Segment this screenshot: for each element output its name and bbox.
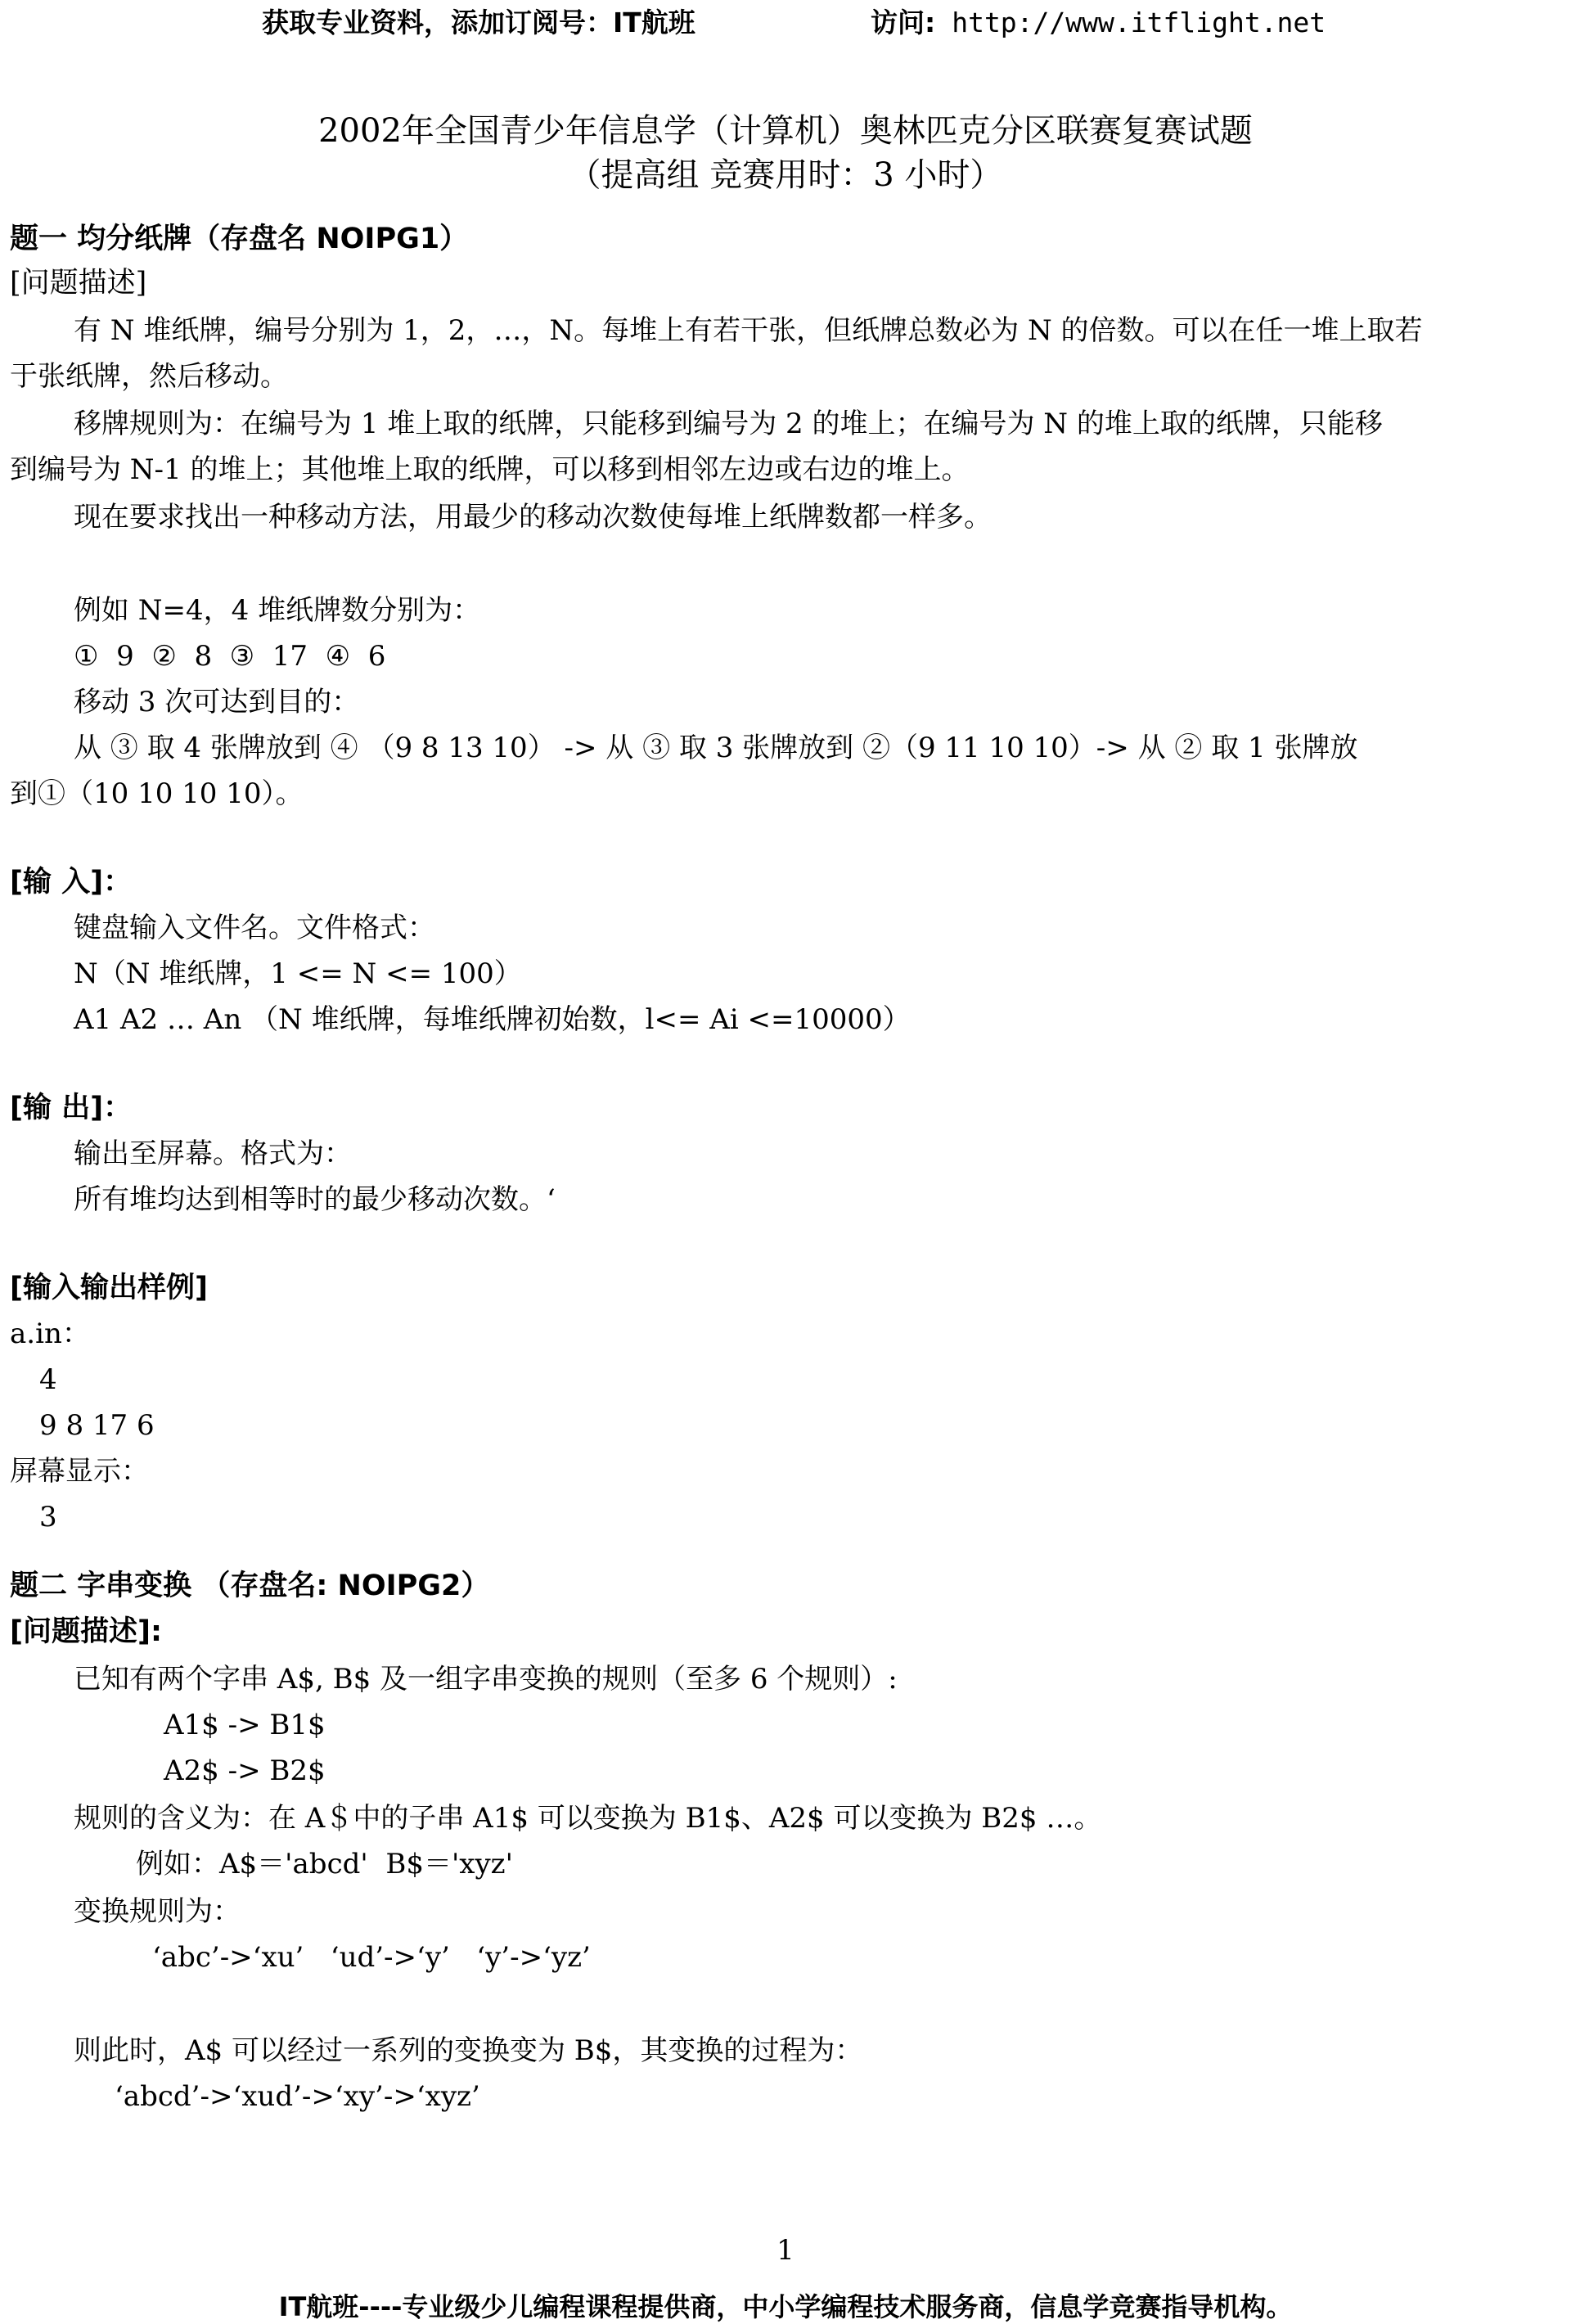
problem1-example-line: 例如 N=4，4 堆纸牌数分别为： xyxy=(74,594,481,627)
problem1-desc-line: 于张纸牌，然后移动。 xyxy=(10,360,288,393)
problem1-example-line: 到①（10 10 10 10）。 xyxy=(10,777,304,810)
problem2-desc-line: 已知有两个字串 A$, B$ 及一组字串变换的规则（至多 6 个规则）: xyxy=(74,1663,898,1696)
problem1-input-heading: [输 入]： xyxy=(10,866,133,899)
document-subtitle: （提高组 竞赛用时：3 小时） xyxy=(568,156,1003,194)
problem1-desc-heading: [问题描述] xyxy=(10,267,147,300)
problem1-example-line: 从 ③ 取 4 张牌放到 ④ （9 8 13 10） -> 从 ③ 取 3 张牌放到 ②（9 11 10 10）-> 从 ② 取 1 张牌放 xyxy=(74,732,1358,764)
header-left-text: 获取专业资料，添加订阅号：IT航班 xyxy=(262,7,695,38)
problem1-sample-line: 4 xyxy=(39,1363,57,1396)
page-footer: IT航班----专业级少儿编程课程提供商，中小学编程技术服务商，信息学竞赛指导机构。 xyxy=(278,2291,1293,2322)
problem2-desc-line: 例如：A$＝'abcd' B$＝'xyz' xyxy=(136,1848,513,1880)
problem1-example-line: ① 9 ② 8 ③ 17 ④ 6 xyxy=(74,640,386,673)
problem1-sample-line: 9 8 17 6 xyxy=(39,1409,155,1442)
header-visit-label: 访问: xyxy=(871,7,936,38)
problem1-sample-line: 3 xyxy=(39,1501,57,1534)
problem1-desc-line: 现在要求找出一种移动方法，用最少的移动次数使每堆上纸牌数都一样多。 xyxy=(74,501,992,534)
problem1-desc-line: 到编号为 N-1 的堆上；其他堆上取的纸牌，可以移到相邻左边或右边的堆上。 xyxy=(10,453,970,486)
problem2-heading: 题二 字串变换 （存盘名: NOIPG2） xyxy=(10,1570,490,1602)
problem1-output-line: 所有堆均达到相等时的最少移动次数。‘ xyxy=(74,1183,556,1216)
problem1-example-line: 移动 3 次可达到目的： xyxy=(74,686,360,718)
problem1-output-line: 输出至屏幕。格式为： xyxy=(74,1137,352,1170)
page-header xyxy=(0,0,1571,36)
problem1-output-heading: [输 出]： xyxy=(10,1092,133,1124)
problem2-desc-line: 规则的含义为：在 A＄中的子串 A1$ 可以变换为 B1$、A2$ 可以变换为 B2$ …。 xyxy=(74,1802,1102,1835)
page-number: 1 xyxy=(776,2234,795,2267)
document-title: 2002年全国青少年信息学（计算机）奥林匹克分区联赛复赛试题 xyxy=(318,112,1253,150)
problem2-rule: A1$ -> B1$ xyxy=(164,1709,326,1741)
problem1-input-line: N（N 堆纸牌，1 <= N <= 100） xyxy=(74,957,522,990)
problem1-heading: 题一 均分纸牌（存盘名 NOIPG1） xyxy=(10,223,469,255)
problem2-desc-line: 变换规则为： xyxy=(74,1895,241,1928)
header-url[interactable]: http://www.itflight.net xyxy=(952,7,1326,38)
problem2-rule: A2$ -> B2$ xyxy=(164,1754,326,1787)
problem1-sample-line: 屏幕显示： xyxy=(10,1455,149,1488)
header-right xyxy=(871,2,1326,40)
problem2-desc-line: ‘abcd’->‘xud’->‘xy’->‘xyz’ xyxy=(115,2080,480,2113)
problem1-input-line: 键盘输入文件名。文件格式： xyxy=(74,912,435,944)
problem1-sample-heading: [输入输出样例] xyxy=(10,1272,208,1304)
problem2-desc-heading: [问题描述]: xyxy=(10,1615,162,1648)
problem2-desc-line: 则此时，A$ 可以经过一系列的变换变为 B$，其变换的过程为： xyxy=(74,2034,863,2067)
problem1-desc-line: 移牌规则为：在编号为 1 堆上取的纸牌，只能移到编号为 2 的堆上；在编号为 N 的堆上取的纸牌，只能移 xyxy=(74,408,1383,440)
problem1-input-line: A1 A2 … An （N 堆纸牌，每堆纸牌初始数，l<= Ai <=10000） xyxy=(74,1003,911,1036)
problem1-sample-line: a.in： xyxy=(10,1317,90,1350)
problem1-desc-line: 有 N 堆纸牌，编号分别为 1，2，…，N。每堆上有若干张，但纸牌总数必为 N 的倍数。可以在任一堆上取若 xyxy=(74,314,1423,347)
problem2-desc-line: ‘abc’->‘xu’ ‘ud’->‘y’ ‘y’->‘yz’ xyxy=(152,1941,591,1974)
